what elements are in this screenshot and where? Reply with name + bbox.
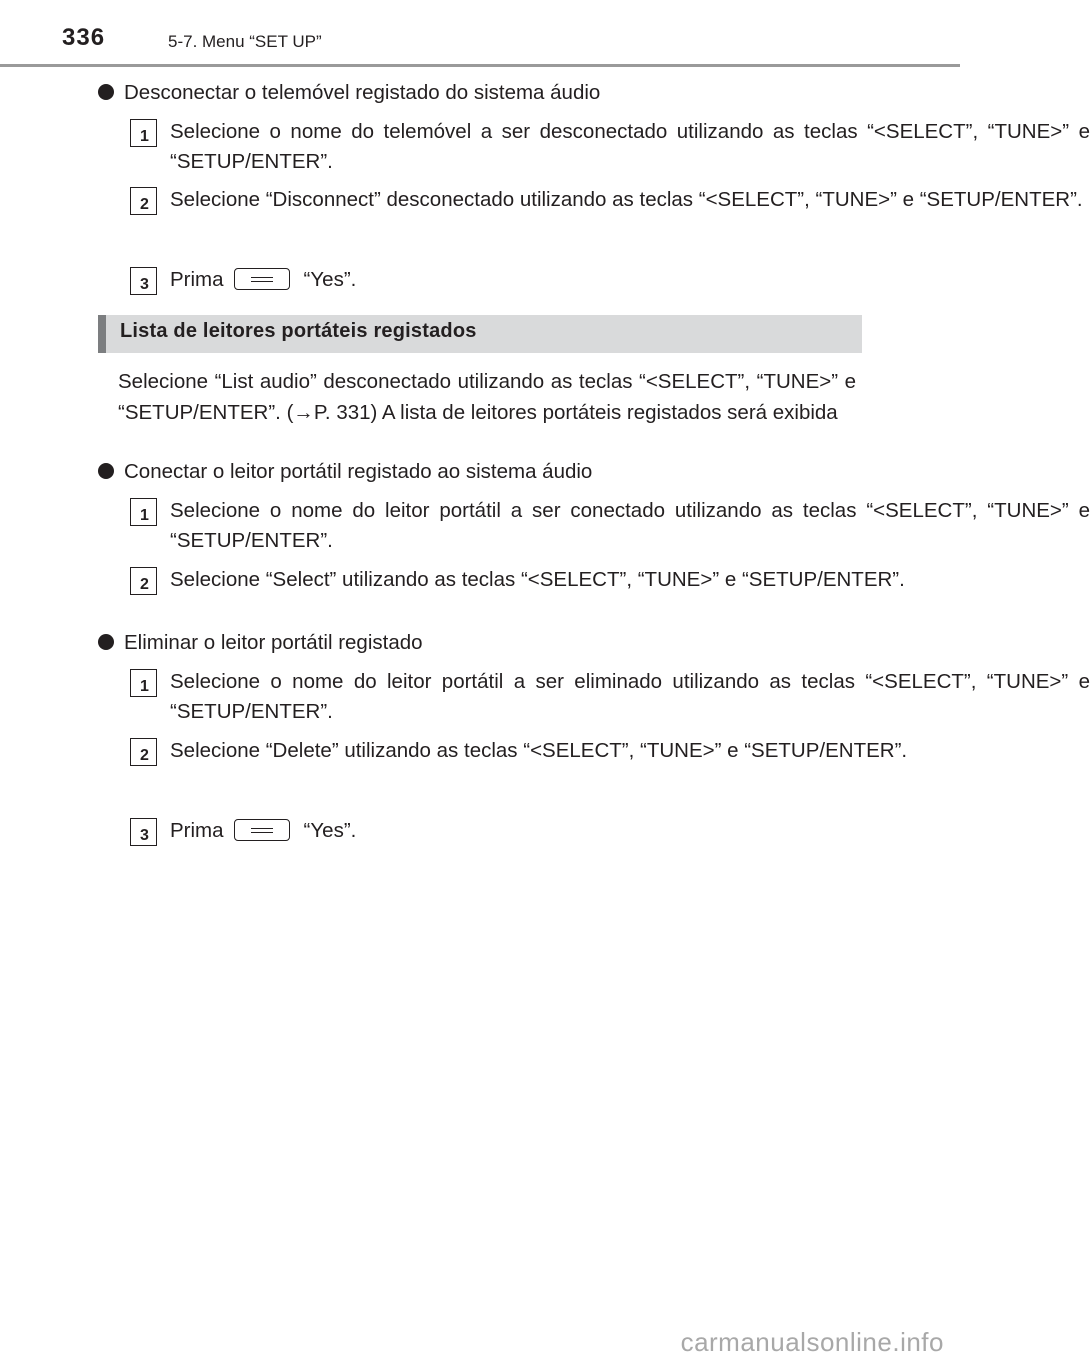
page-number: 336 [62, 24, 106, 51]
bullet-connect-player [98, 457, 1058, 487]
step-number-badge: 2 [130, 567, 157, 595]
step-text: Selecione “Disconnect” desconectado utilizando as teclas “<SELECT”, “TUNE>” e “SETUP/ENTER”. [170, 188, 1083, 211]
bullet-delete-player [98, 628, 1058, 658]
step-number-badge: 1 [130, 498, 157, 526]
back-key-icon [234, 268, 290, 290]
step-text: Selecione “Select” utilizando as teclas “<SELECT”, “TUNE>” e “SETUP/ENTER”. [170, 568, 905, 591]
step-text [170, 265, 1090, 295]
header-divider [0, 64, 960, 67]
step-text: Selecione o nome do leitor portátil a ser eliminado utilizando as teclas “<SELECT”, “TUNE>” e “SETUP/ENTER”. [170, 670, 1090, 723]
step-item [130, 667, 1090, 727]
bullet-icon [98, 463, 114, 479]
step-text-suffix: “Yes”. [303, 268, 357, 291]
step-item [130, 816, 1090, 846]
step-text: Selecione o nome do leitor portátil a ser conectado utilizando as teclas “<SELECT”, “TUNE>” e “SETUP/ENTER”. [170, 499, 1090, 552]
step-number-badge: 1 [130, 669, 157, 697]
bullet-text: Eliminar o leitor portátil registado [124, 631, 423, 654]
step-item [130, 496, 1090, 556]
step-number-badge: 2 [130, 187, 157, 215]
subsection-heading-text: Lista de leitores portáteis registados [120, 320, 477, 342]
intro-paragraph: Selecione “List audio” desconectado utilizando as teclas “<SELECT”, “TUNE>” e “SETUP/ENTER”. (→P. 331) A lista de leitores portáteis registados será exibida [118, 370, 856, 424]
bullet-icon [98, 634, 114, 650]
back-key-icon [234, 819, 290, 841]
step-item [130, 185, 1090, 215]
step-text-prefix: Prima [170, 819, 224, 842]
step-text-suffix: “Yes”. [303, 819, 357, 842]
step-item [130, 265, 1090, 295]
step-number-badge: 1 [130, 119, 157, 147]
step-item [130, 565, 1090, 595]
bullet-text: Desconectar o telemóvel registado do sistema áudio [124, 81, 601, 104]
step-text-prefix: Prima [170, 268, 224, 291]
step-text: Selecione o nome do telemóvel a ser desconectado utilizando as teclas “<SELECT”, “TUNE>” e “SETUP/ENTER”. [170, 120, 1090, 173]
step-item [130, 736, 1090, 766]
step-text [170, 816, 1090, 846]
step-number-badge: 3 [130, 818, 157, 846]
bullet-text: Conectar o leitor portátil registado ao sistema áudio [124, 460, 593, 483]
step-text: Selecione “Delete” utilizando as teclas “<SELECT”, “TUNE>” e “SETUP/ENTER”. [170, 739, 908, 762]
section-title: 5-7. Menu “SET UP” [168, 32, 322, 51]
watermark: carmanualsonline.info [680, 1327, 944, 1357]
step-number-badge: 3 [130, 267, 157, 295]
step-item [130, 117, 1090, 177]
bullet-disconnect-phone [98, 78, 1058, 108]
step-number-badge: 2 [130, 738, 157, 766]
bullet-icon [98, 84, 114, 100]
subsection-heading [98, 315, 862, 353]
